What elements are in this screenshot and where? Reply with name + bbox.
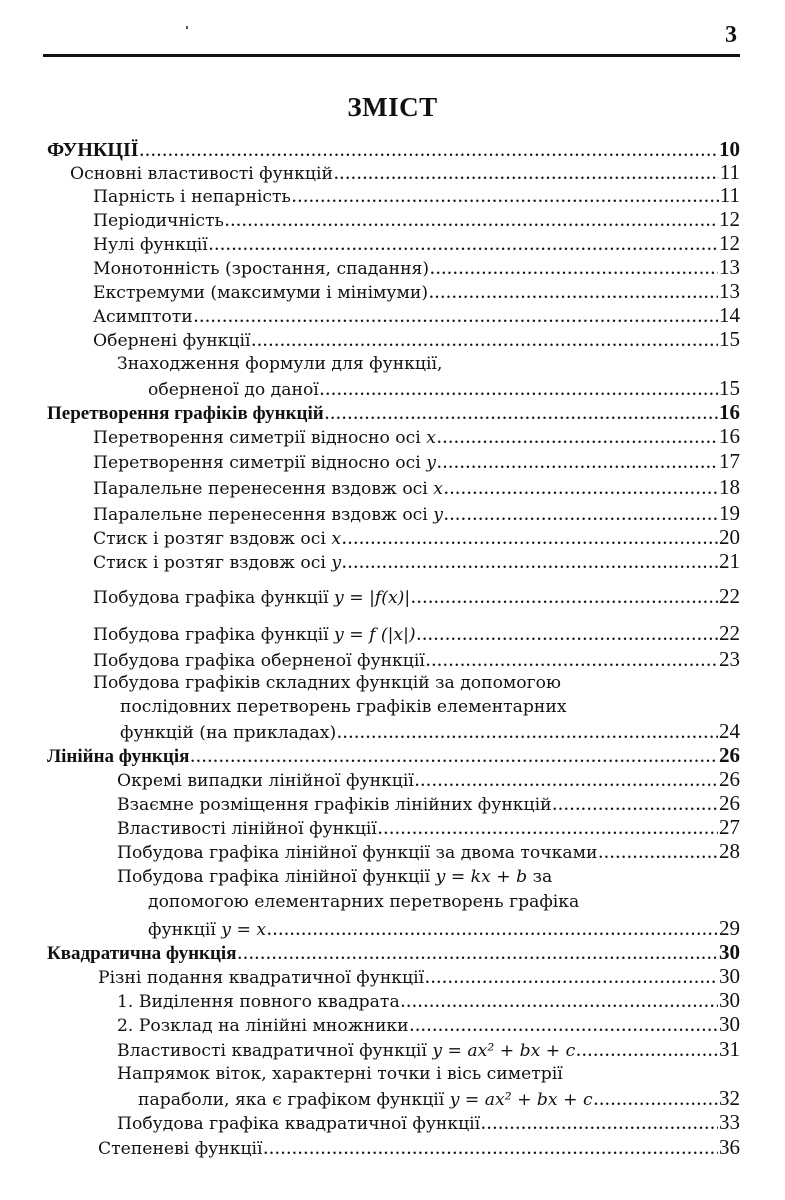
leader-dots (251, 332, 718, 351)
toc-entry-page: 26 (719, 744, 740, 767)
leader-dots (238, 945, 719, 964)
toc-entry-title: Асимптоти (93, 307, 193, 327)
toc-entry[interactable] (148, 917, 740, 940)
leader-dots (417, 626, 718, 645)
toc-entry-page: 18 (719, 476, 740, 499)
toc-entry-page: 30 (719, 941, 740, 964)
toc-entry-text: Властивості квадратичної функції (117, 1041, 433, 1061)
toc-entry-title: Побудова графіка оберненої функції (93, 651, 425, 671)
toc-entry-text: функції (148, 920, 222, 940)
toc-entry-page: 30 (719, 965, 740, 988)
toc-entry-title: 2. Розклад на лінійні множники (117, 1016, 409, 1036)
toc-entry-title: Перетворення графіків функцій (47, 403, 324, 424)
toc-entry[interactable] (93, 184, 740, 207)
leader-dots (190, 748, 718, 767)
toc-entry-page: 16 (719, 401, 740, 424)
toc-entry-title: Різні подання квадратичної функції (98, 968, 425, 988)
toc-entry-title: функцій (на прикладах) (120, 723, 337, 743)
toc-entry-title: 1. Виділення повного квадрата (117, 992, 400, 1012)
toc-entry-title: Екстремуми (максимуми і мінімуми) (93, 283, 429, 303)
math-expression: x (331, 529, 342, 549)
toc-entry[interactable] (117, 989, 740, 1012)
toc-entry-page: 21 (719, 550, 740, 573)
toc-entry-page: 11 (719, 161, 740, 184)
toc-entry-title: Квадратична функція (47, 943, 237, 964)
leader-dots (410, 1017, 718, 1036)
toc-entry-title: Нулі функції (93, 235, 208, 255)
toc-entry-title (93, 452, 436, 473)
toc-entry[interactable] (93, 232, 740, 255)
leader-dots (411, 589, 718, 608)
toc-entry-page: 13 (719, 280, 740, 303)
toc-entry-text: за (527, 867, 553, 887)
toc-entry-title: Побудова графіка лінійної функції за двома точками (117, 843, 598, 863)
toc-entry-page: 24 (719, 720, 740, 743)
toc-entry-text: Побудова графіка функції (93, 625, 335, 645)
toc-entry-section[interactable] (47, 744, 740, 767)
math-expression: x (433, 479, 443, 499)
toc-entry-title (93, 427, 436, 448)
toc-entry[interactable] (117, 816, 740, 839)
toc-entry[interactable] (93, 208, 740, 231)
leader-dots (292, 188, 719, 207)
math-expression: y (433, 505, 443, 525)
toc-entry-page: 13 (719, 256, 740, 279)
toc-entry[interactable] (117, 1038, 740, 1061)
toc-entry-title (93, 552, 341, 573)
toc-entry-title: послідовних перетворень графіків елементарних (120, 697, 567, 717)
toc-entry-page: 15 (719, 328, 740, 351)
toc-entry[interactable] (93, 304, 740, 327)
leader-dots (342, 554, 718, 573)
leader-dots (437, 429, 718, 448)
toc-entry-page: 17 (719, 450, 740, 473)
toc-entry-text: Стиск і розтяг вздовж осі (93, 553, 332, 573)
leader-dots (194, 308, 718, 327)
math-expression: y = x (221, 920, 267, 940)
toc-entry-title (93, 504, 443, 525)
toc-entry-page: 10 (719, 138, 740, 161)
leader-dots (325, 405, 718, 424)
math-expression: y = |f(x)| (334, 588, 411, 608)
leader-dots (415, 772, 718, 791)
leader-dots (334, 165, 719, 184)
toc-entry-page: 31 (719, 1038, 740, 1061)
toc-entry-title: Лінійна функція (47, 746, 190, 767)
toc-entry-title: Побудова графіка квадратичної функції (117, 1114, 481, 1134)
toc-entry-page: 22 (719, 622, 740, 645)
toc-entry-page: 12 (719, 208, 740, 231)
leader-dots (481, 1115, 718, 1134)
toc-entry-page: 20 (719, 526, 740, 549)
toc-entry-page: 28 (719, 840, 740, 863)
toc-entry-text: Перетворення симетрії відносно осі (93, 428, 427, 448)
toc-entry-title: допомогою елементарних перетворень графіка (148, 892, 580, 912)
page-title: ЗМІСТ (347, 92, 438, 122)
toc-entry-page: 11 (719, 184, 740, 207)
toc-entry-section[interactable] (47, 138, 740, 161)
toc-entry-title: Знаходження формули для функції, (117, 354, 443, 374)
toc-entry-page: 23 (719, 648, 740, 671)
toc-entry[interactable] (120, 696, 740, 719)
toc-entry[interactable] (93, 425, 740, 448)
math-expression: y = f (|x|) (334, 625, 416, 645)
leader-dots (342, 530, 718, 549)
leader-dots (426, 652, 718, 671)
toc-entry-page: 36 (719, 1136, 740, 1159)
toc-entry-title (93, 624, 416, 645)
toc-entry-section[interactable] (47, 941, 740, 964)
toc-entry-page: 16 (719, 425, 740, 448)
toc-entry[interactable] (117, 1063, 740, 1086)
toc-entry-page: 32 (719, 1087, 740, 1110)
toc-entry[interactable] (117, 1013, 740, 1036)
toc-entry-page: 30 (719, 989, 740, 1012)
toc-entry-page: 29 (719, 917, 740, 940)
toc-entry[interactable] (148, 377, 740, 400)
toc-entry-title (148, 919, 266, 940)
leader-dots (444, 506, 718, 525)
toc-entry-text: Побудова графіка лінійної функції (117, 867, 436, 887)
toc-entry-title: Взаємне розміщення графіків лінійних функцій (117, 795, 552, 815)
toc-entry-page: 12 (719, 232, 740, 255)
print-speck (186, 26, 188, 29)
toc-entry[interactable] (98, 1136, 740, 1159)
leader-dots (401, 993, 718, 1012)
toc-entry-title: Парність і непарність (93, 187, 291, 207)
leader-dots (264, 1140, 718, 1159)
leader-dots (444, 480, 718, 499)
math-expression: x (426, 428, 436, 448)
toc-entry[interactable] (93, 550, 740, 573)
toc-entry-page: 33 (719, 1111, 740, 1134)
toc-entry[interactable] (117, 1111, 740, 1134)
toc-entry[interactable] (93, 476, 740, 499)
toc-entry-title: Степеневі функції (98, 1139, 263, 1159)
toc-entry-title: Напрямок віток, характерні точки і вісь симетрії (117, 1064, 563, 1084)
leader-dots (225, 212, 718, 231)
toc-entry-page: 26 (719, 792, 740, 815)
math-expression: y = ax² + bx + c (449, 1090, 593, 1110)
toc-entry[interactable] (93, 280, 740, 303)
toc-entry-section[interactable] (47, 401, 740, 424)
toc-entry-title: Основні властивості функцій (70, 164, 333, 184)
toc-entry[interactable] (93, 256, 740, 279)
toc-entry-title: Монотонність (зростання, спадання) (93, 259, 430, 279)
toc-entry-page: 14 (719, 304, 740, 327)
toc-entry-page: 19 (719, 502, 740, 525)
toc-entry-page: 26 (719, 768, 740, 791)
toc-entry[interactable] (117, 840, 740, 863)
math-expression: y = kx + b (435, 867, 528, 887)
toc-entry-title (93, 587, 410, 608)
toc-entry-title (117, 866, 552, 888)
toc-entry[interactable] (93, 585, 740, 608)
leader-dots (320, 381, 718, 400)
toc-entry[interactable] (93, 502, 740, 525)
toc-entry[interactable] (93, 328, 740, 351)
toc-entry[interactable] (93, 622, 740, 645)
toc-entry[interactable] (117, 353, 740, 376)
toc-entry-text: параболи, яка є графіком функції (138, 1090, 450, 1110)
leader-dots (430, 260, 718, 279)
leader-dots (209, 236, 718, 255)
toc-entry[interactable] (138, 1087, 740, 1110)
toc-entry-text: Побудова графіка функції (93, 588, 335, 608)
leader-dots (594, 1091, 718, 1110)
toc-entry-title: Побудова графіків складних функцій за допомогою (93, 673, 561, 693)
toc-entry[interactable] (93, 450, 740, 473)
leader-dots (337, 724, 718, 743)
leader-dots (378, 820, 718, 839)
toc-entry-title: Обернені функції (93, 331, 251, 351)
leader-dots (267, 921, 718, 940)
toc-entry[interactable] (98, 965, 740, 988)
toc-entry[interactable] (93, 672, 740, 695)
toc-entry[interactable] (93, 648, 740, 671)
leader-dots (553, 796, 718, 815)
toc-entry-title: Періодичність (93, 211, 224, 231)
toc-entry[interactable] (70, 161, 740, 184)
toc-entry-text: Паралельне перенесення вздовж осі (93, 505, 434, 525)
toc-entry-title (138, 1089, 593, 1110)
leader-dots (425, 969, 718, 988)
toc-entry-text: Паралельне перенесення вздовж осі (93, 479, 434, 499)
leader-dots (576, 1042, 718, 1061)
toc-entry-title (93, 528, 341, 549)
toc-entry[interactable] (117, 866, 740, 889)
toc-entry-title (93, 478, 443, 499)
math-expression: y = ax² + bx + c (432, 1041, 576, 1061)
header-rule (43, 54, 740, 57)
leader-dots (140, 142, 718, 161)
leader-dots (598, 844, 718, 863)
math-expression: y (426, 453, 436, 473)
toc-entry-page: 22 (719, 585, 740, 608)
toc-entry-page: 27 (719, 816, 740, 839)
toc-entry-title (117, 1040, 575, 1061)
toc-entry[interactable] (117, 792, 740, 815)
toc-entry[interactable] (117, 768, 740, 791)
leader-dots (437, 454, 718, 473)
toc-entry[interactable] (120, 720, 740, 743)
toc-entry-title: Властивості лінійної функції (117, 819, 377, 839)
toc-entry-title: оберненої до даної (148, 380, 319, 400)
toc-entry-page: 15 (719, 377, 740, 400)
toc-entry-title: Окремі випадки лінійної функції (117, 771, 414, 791)
toc-entry-page: 30 (719, 1013, 740, 1036)
toc-entry[interactable] (93, 526, 740, 549)
toc-entry-text: Стиск і розтяг вздовж осі (93, 529, 332, 549)
leader-dots (429, 284, 718, 303)
page-number: 3 (725, 22, 737, 48)
math-expression: y (331, 553, 342, 573)
toc-entry-text: Перетворення симетрії відносно осі (93, 453, 427, 473)
toc-entry[interactable] (148, 891, 740, 914)
toc-entry-title: ФУНКЦІЇ (47, 139, 139, 161)
